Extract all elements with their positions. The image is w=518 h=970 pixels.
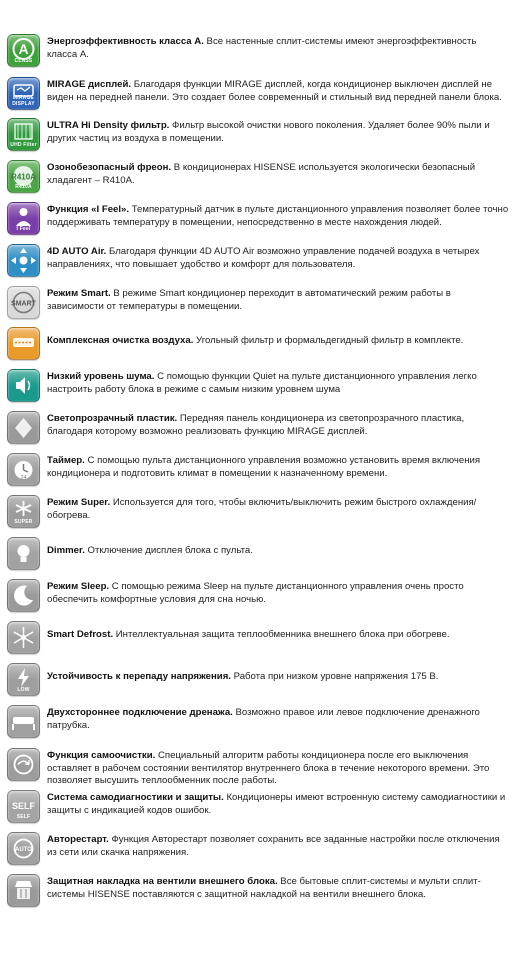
icon-caption: LOW <box>17 687 30 693</box>
feature-description <box>47 792 509 817</box>
feature-description <box>47 371 509 396</box>
feature-text: Все настенные сплит-системы имеют энергоэффективность класса A. <box>47 36 477 60</box>
valve-cover-icon <box>7 874 40 907</box>
feature-text: Фильтр высокой очистки нового поколения. Удаляет более 90% пыли и других частиц из воздуха в помещении. <box>47 120 490 144</box>
uhd-filter-icon <box>7 118 40 151</box>
super-mode-icon <box>7 495 40 528</box>
feature-text: Функция Авторестарт позволяет сохранить все заданные настройки после отключения из сети или скачка напряжения. <box>47 834 500 858</box>
feature-title: Таймер. <box>47 455 85 466</box>
auto-restart-icon <box>7 832 40 865</box>
feature-text: Специальный алгоритм работы кондиционера после его выключения оставляет в рабочем состоянии вентилятор внутреннего блока в течение некоторого времени. Это позволяет высушить теплообменник после работы. <box>47 750 490 786</box>
feature-text: Все бытовые сплит-системы и мульти сплит-системы HISENSE поставляются с защитной накладкой на вентили внешнего блока. <box>47 876 481 900</box>
feature-description <box>47 162 509 187</box>
feature-title: Система самодиагностики и защиты. <box>47 792 224 803</box>
feature-text: Передняя панель кондиционера из светопрозрачного пластика, благодаря которому возможно реализовать функцию MIRAGE дисплей. <box>47 413 465 437</box>
timer-icon <box>7 453 40 486</box>
mirage-display-icon <box>7 77 40 110</box>
svg-text:A: A <box>18 41 29 57</box>
feature-text: Отключение дисплея блока с пульта. <box>84 545 253 556</box>
feature-title: Режим Smart. <box>47 288 111 299</box>
feature-text: С помощью пульта дистанционного управления возможно установить время включения кондиционера и подготовить климат в помещении к назначенному времени. <box>47 455 481 479</box>
r410a-icon <box>7 160 40 193</box>
feature-text: Благодаря функции 4D AUTO Air возможно управление подачей воздуха в четырех направлениях, что повышает удобство и комфорт для пользователя. <box>47 246 480 270</box>
feature-text: В кондиционерах HISENSE используется экологически безопасный хладагент – R410A. <box>47 162 476 186</box>
svg-text:SELF: SELF <box>11 801 36 811</box>
feature-description <box>47 36 509 61</box>
feature-title: Светопрозрачный пластик. <box>47 413 178 424</box>
svg-text:SMART: SMART <box>11 300 36 308</box>
drain-connection-icon <box>7 705 40 738</box>
feature-title: Двухстороннее подключение дренажа. <box>47 707 233 718</box>
feature-text: С помощью режима Sleep на пульте дистанционного управления очень просто обеспечить комфортные условия для сна ночью. <box>47 581 464 605</box>
feature-text: Кондиционеры имеют встроенную систему самодиагностики и защиты с индикацией кодов ошибок. <box>47 792 506 816</box>
transparent-plastic-icon <box>7 411 40 444</box>
self-cleaning-icon <box>7 748 40 781</box>
feature-title: MIRAGE дисплей. <box>47 79 132 90</box>
svg-text:24: 24 <box>20 475 27 481</box>
feature-text: Используется для того, чтобы включить/выключить режим быстрого охлаждения/обогрева. <box>47 497 477 521</box>
dimmer-icon <box>7 537 40 570</box>
feature-description <box>47 707 509 732</box>
feature-description <box>47 629 509 642</box>
feature-text: В режиме Smart кондиционер переходит в автоматический режим работы в зависимости от температуры в помещении. <box>47 288 451 312</box>
i-feel-icon <box>7 202 40 235</box>
feature-title: 4D AUTO Air. <box>47 246 107 257</box>
feature-title: Dimmer. <box>47 545 85 556</box>
feature-description <box>47 671 509 684</box>
feature-description <box>47 288 509 313</box>
low-noise-icon <box>7 369 40 402</box>
feature-title: Функция самоочистки. <box>47 750 156 761</box>
class-a-icon <box>7 34 40 67</box>
feature-title: Авторестарт. <box>47 834 109 845</box>
self-diagnostics-icon <box>7 790 40 823</box>
feature-text: Температурный датчик в пульте дистанционного управления позволяет более точно поддерживать температуру в помещении, непосредственно в месте нахождения людей. <box>47 204 509 228</box>
svg-text:R410A: R410A <box>11 172 36 182</box>
feature-title: Низкий уровень шума. <box>47 371 155 382</box>
icon-caption: SELF <box>16 814 31 820</box>
feature-title: Устойчивость к перепаду напряжения. <box>47 671 231 682</box>
feature-text: Угольный фильтр и формальдегидный фильтр в комплекте. <box>193 335 464 346</box>
feature-text: Возможно правое или левое подключение дренажного патрубка. <box>47 707 480 731</box>
smart-defrost-icon <box>7 621 40 654</box>
icon-caption: SUPER <box>14 519 33 525</box>
svg-text:AUTO: AUTO <box>15 847 32 853</box>
feature-description <box>47 413 509 438</box>
feature-description <box>47 834 509 859</box>
feature-description <box>47 455 509 480</box>
feature-description <box>47 750 509 788</box>
icon-caption: MIRAGE DISPLAY <box>12 95 35 107</box>
feature-description <box>47 79 509 104</box>
feature-title: Озонобезопасный фреон. <box>47 162 172 173</box>
feature-description <box>47 120 509 145</box>
icon-caption: UHD Filter <box>10 142 37 148</box>
feature-text: Работа при низком уровне напряжения 175 В. <box>230 671 439 682</box>
feature-text: Благодаря функции MIRAGE дисплей, когда кондиционер выключен дисплей не виден на передней панели. Это создает более современный и стильный вид передней панели блока. <box>47 79 502 103</box>
feature-title: ULTRA Hi Density фильтр. <box>47 120 170 131</box>
smart-mode-icon <box>7 286 40 319</box>
feature-title: Режим Super. <box>47 497 111 508</box>
4d-auto-air-icon <box>7 244 40 277</box>
feature-description <box>47 246 509 271</box>
feature-description <box>47 335 509 348</box>
icon-caption: I Feel <box>16 226 31 232</box>
feature-title: Защитная накладка на вентили внешнего блока. <box>47 876 278 887</box>
sleep-mode-icon <box>7 579 40 612</box>
feature-title: Функция «I Feel». <box>47 204 130 215</box>
feature-description <box>47 204 509 229</box>
feature-title: Энергоэффективность класса A. <box>47 36 204 47</box>
feature-text: С помощью функции Quiet на пульте дистанционного управления легко настроить работу блока в режиме с самым низким уровнем шума <box>47 371 477 395</box>
low-voltage-icon <box>7 663 40 696</box>
feature-description <box>47 545 509 558</box>
feature-title: Режим Sleep. <box>47 581 110 592</box>
air-purification-icon <box>7 327 40 360</box>
feature-text: Интеллектуальная защита теплообменника внешнего блока при обогреве. <box>113 629 450 640</box>
icon-caption: CLASS <box>14 58 33 64</box>
icon-caption: R410A <box>15 184 32 190</box>
feature-description <box>47 876 509 901</box>
feature-title: Smart Defrost. <box>47 629 114 640</box>
feature-description <box>47 581 509 606</box>
feature-description <box>47 497 509 522</box>
feature-title: Комплексная очистка воздуха. <box>47 335 194 346</box>
